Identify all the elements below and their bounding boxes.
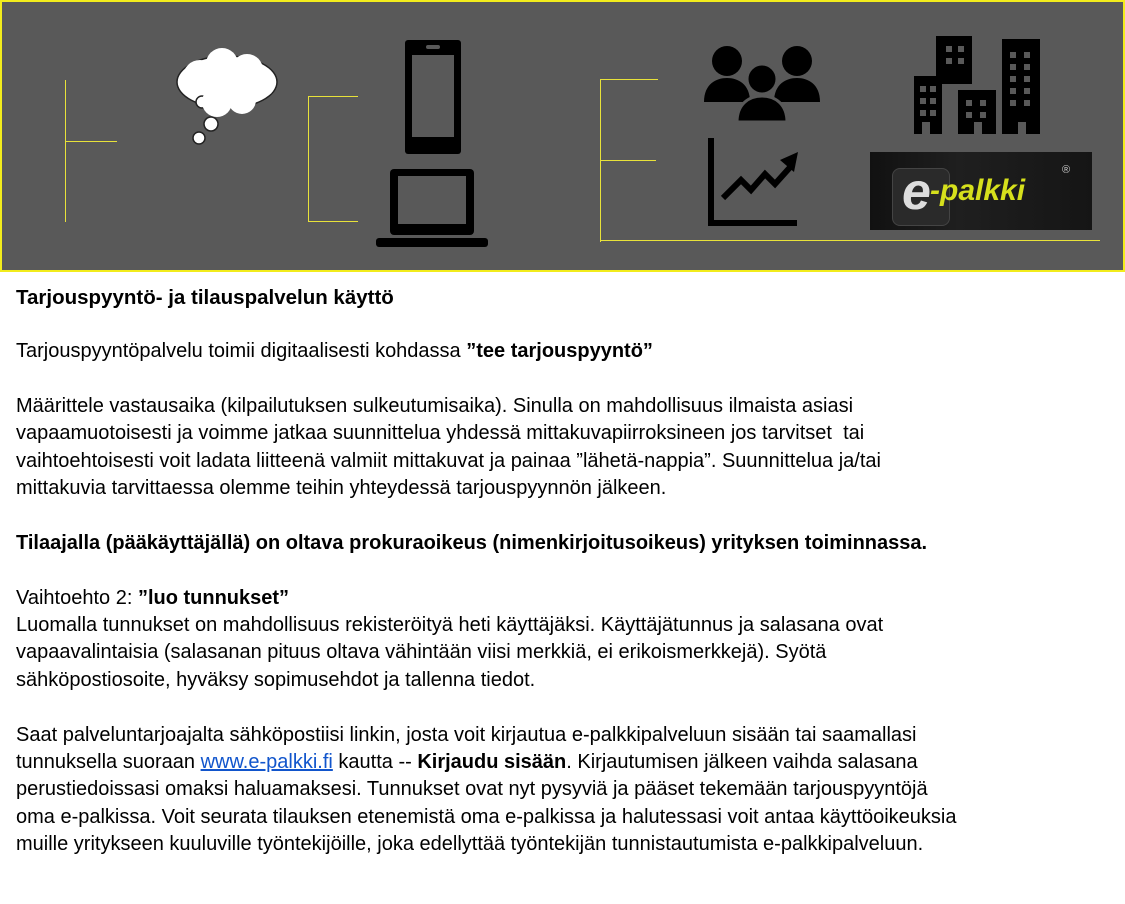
document-body <box>16 284 1116 886</box>
connector-line <box>65 141 117 142</box>
connector-line <box>600 79 658 80</box>
connector-line <box>600 160 656 161</box>
e-palkki-logo <box>870 152 1092 230</box>
option-prefix: Vaihtoehto 2: <box>16 586 138 609</box>
office-buildings-icon <box>914 34 1042 134</box>
text-line: vapaavalintaisia (salasanan pituus oltava vähintään viisi merkkiä, ei erikoismerkkejä). Syötä <box>16 641 827 664</box>
login-bold: Kirjaudu sisään <box>417 751 567 774</box>
text-line: vapaamuotoisesti ja voimme jatkaa suunnittelua yhdessä mittakuvapiirroksineen jos tarvitset tai <box>16 422 865 445</box>
paragraph-deadline <box>16 393 1116 503</box>
paragraph-intro <box>16 338 1116 365</box>
thought-bubble-icon <box>172 42 282 147</box>
registered-mark: ® <box>1062 164 1071 176</box>
text-segment: tunnuksella suoraan <box>16 751 201 774</box>
text-line: Määrittele vastausaika (kilpailutuksen sulkeutumisaika). Sinulla on mahdollisuus ilmaista asiasi <box>16 394 854 417</box>
connector-line <box>308 221 358 222</box>
text-line: sähköpostiosoite, hyväksy sopimusehdot ja tallenna tiedot. <box>16 668 536 691</box>
paragraph-requirement <box>16 530 1116 557</box>
text-line: perustiedoissasi omaksi haluamaksesi. Tunnukset ovat nyt pysyviä ja pääset tekemään tarjouspyyntöjä <box>16 778 928 801</box>
laptop-icon <box>376 167 490 247</box>
text-line: muille yritykseen kuuluville työntekijöille, joka edellyttää työntekijän tunnistautumista e-palkkipalveluun. <box>16 833 924 856</box>
text-line: oma e-palkissa. Voit seurata tilauksen etenemistä oma e-palkissa ja halutessasi voit antaa käyttöoikeuksia <box>16 805 957 828</box>
connector-line <box>308 96 358 97</box>
intro-text: Tarjouspyyntöpalvelu toimii digitaalisesti kohdassa <box>16 340 467 362</box>
text-line: Saat palveluntarjoajalta sähköpostiisi linkin, josta voit kirjautua e-palkkipalveluun sisään tai saamallasi <box>16 723 917 746</box>
header-banner <box>0 0 1125 272</box>
intro-bold: ”tee tarjouspyyntö” <box>466 340 653 362</box>
option-bold: ”luo tunnukset” <box>137 586 290 609</box>
connector-line <box>308 96 309 222</box>
page-title: Tarjouspyyntö- ja tilauspalvelun käyttö <box>16 286 394 309</box>
logo-text: -palkki <box>930 174 1026 207</box>
website-link[interactable]: www.e-palkki.fi <box>200 751 333 774</box>
paragraph-option-2 <box>16 585 1116 695</box>
paragraph-login <box>16 722 1116 859</box>
growth-chart-icon <box>708 138 800 226</box>
requirement-bold: Tilaajalla (pääkäyttäjällä) on oltava prokuraoikeus (nimenkirjoitusoikeus) yrityksen toiminnassa. <box>16 531 928 554</box>
connector-line <box>600 240 1100 241</box>
text-segment: kautta -- <box>332 751 418 774</box>
text-line: mittakuvia tarvittaessa olemme teihin yhteydessä tarjouspyynnön jälkeen. <box>16 477 667 500</box>
logo-e-glyph: e <box>902 163 931 221</box>
text-line: Luomalla tunnukset on mahdollisuus rekisteröityä heti käyttäjäksi. Käyttäjätunnus ja salasana ovat <box>16 614 884 637</box>
text-segment: . Kirjautumisen jälkeen vaihda salasana <box>566 751 918 774</box>
smartphone-icon <box>405 40 461 156</box>
people-group-icon <box>702 44 828 124</box>
text-line: vaihtoehtoisesti voit ladata liitteenä valmiit mittakuvat ja painaa ”lähetä-nappia”. Suunnittelua ja/tai <box>16 449 881 472</box>
connector-line <box>65 80 66 222</box>
